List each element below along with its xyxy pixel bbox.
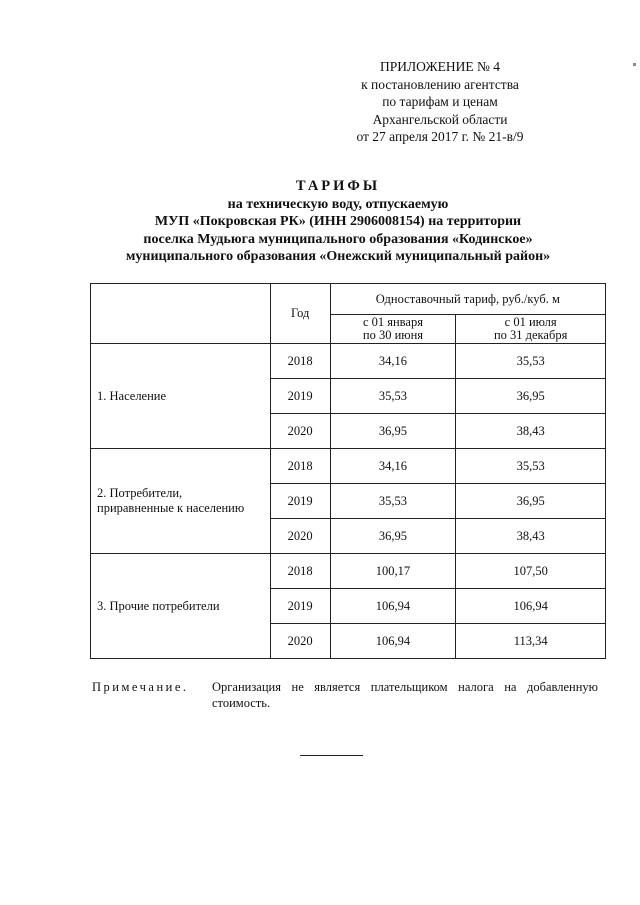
title-main: ТАРИФЫ	[295, 178, 381, 194]
group-name-cell	[91, 449, 271, 554]
group-name: 2. Потребители,	[97, 486, 183, 500]
tariff-h2-cell: 38,43	[456, 414, 606, 449]
tariff-h2-cell: 35,53	[456, 344, 606, 379]
year-cell: 2020	[270, 624, 330, 659]
header-empty-cell	[91, 284, 271, 344]
tariff-h2-cell: 38,43	[456, 519, 606, 554]
scan-mark	[633, 63, 636, 66]
group-name-cell	[91, 344, 271, 449]
header-half1-line1: с 01 января	[362, 315, 423, 329]
table-row	[91, 344, 606, 379]
tariff-h1-cell: 100,17	[330, 554, 456, 589]
year-cell: 2019	[270, 589, 330, 624]
footnote-text: Организация не является плательщиком налога на добавленную стоимость.	[212, 680, 598, 710]
group-name: 3. Прочие потребители	[97, 598, 220, 613]
tariff-h1-cell: 106,94	[330, 624, 456, 659]
header-half1	[330, 315, 456, 344]
header-half2	[456, 315, 606, 344]
appendix-line: Архангельской области	[372, 111, 508, 127]
tariff-h1-cell: 34,16	[330, 449, 456, 484]
group-name-cell	[91, 554, 271, 659]
document-title	[60, 178, 616, 266]
table-header-row	[91, 284, 606, 315]
appendix-line: к постановлению агентства	[361, 76, 519, 92]
title-line: МУП «Покровская РК» (ИНН 2906008154) на территории	[154, 214, 522, 229]
title-line: на техническую воду, отпускаемую	[227, 196, 449, 212]
year-cell: 2020	[270, 414, 330, 449]
title-line: поселка Мудьюга муниципального образования «Кодинское»	[143, 231, 533, 247]
tariff-h1-cell: 35,53	[330, 484, 456, 519]
tariff-h2-cell: 36,95	[456, 484, 606, 519]
table-row	[91, 449, 606, 484]
title-line: муниципального образования «Онежский муниципальный район»	[125, 249, 551, 264]
year-cell: 2019	[270, 379, 330, 414]
header-half2-line2: по 31 декабря	[493, 328, 568, 342]
appendix-number: ПРИЛОЖЕНИЕ № 4	[379, 59, 501, 74]
table-row	[91, 554, 606, 589]
footnote	[92, 680, 598, 711]
tariff-h2-cell: 35,53	[456, 449, 606, 484]
year-cell: 2019	[270, 484, 330, 519]
tariff-h2-cell: 107,50	[456, 554, 606, 589]
header-tariff: Одноставочный тариф, руб./куб. м	[330, 284, 605, 315]
year-cell: 2018	[270, 344, 330, 379]
appendix-line: по тарифам и ценам	[382, 94, 498, 109]
tariff-h1-cell: 36,95	[330, 519, 456, 554]
tariff-h1-cell: 36,95	[330, 414, 456, 449]
header-half1-line2: по 30 июня	[362, 328, 424, 342]
appendix-date: от 27 апреля 2017 г. № 21-в/9	[356, 129, 524, 144]
group-name-cont: приравненные к населению	[97, 501, 245, 515]
header-year: Год	[270, 284, 330, 344]
year-cell: 2018	[270, 449, 330, 484]
tariff-h2-cell: 36,95	[456, 379, 606, 414]
tariff-h2-cell: 113,34	[456, 624, 606, 659]
tariff-h1-cell: 106,94	[330, 589, 456, 624]
tariff-h1-cell: 35,53	[330, 379, 456, 414]
tariff-h1-cell: 34,16	[330, 344, 456, 379]
header-half2-line1: с 01 июля	[504, 315, 557, 329]
year-cell: 2018	[270, 554, 330, 589]
tariff-table	[90, 283, 606, 659]
footnote-label: Примечание.	[92, 680, 189, 694]
year-cell: 2020	[270, 519, 330, 554]
tariff-h2-cell: 106,94	[456, 589, 606, 624]
group-name: 1. Население	[97, 388, 167, 403]
appendix-header	[330, 58, 550, 146]
end-divider	[300, 755, 363, 756]
